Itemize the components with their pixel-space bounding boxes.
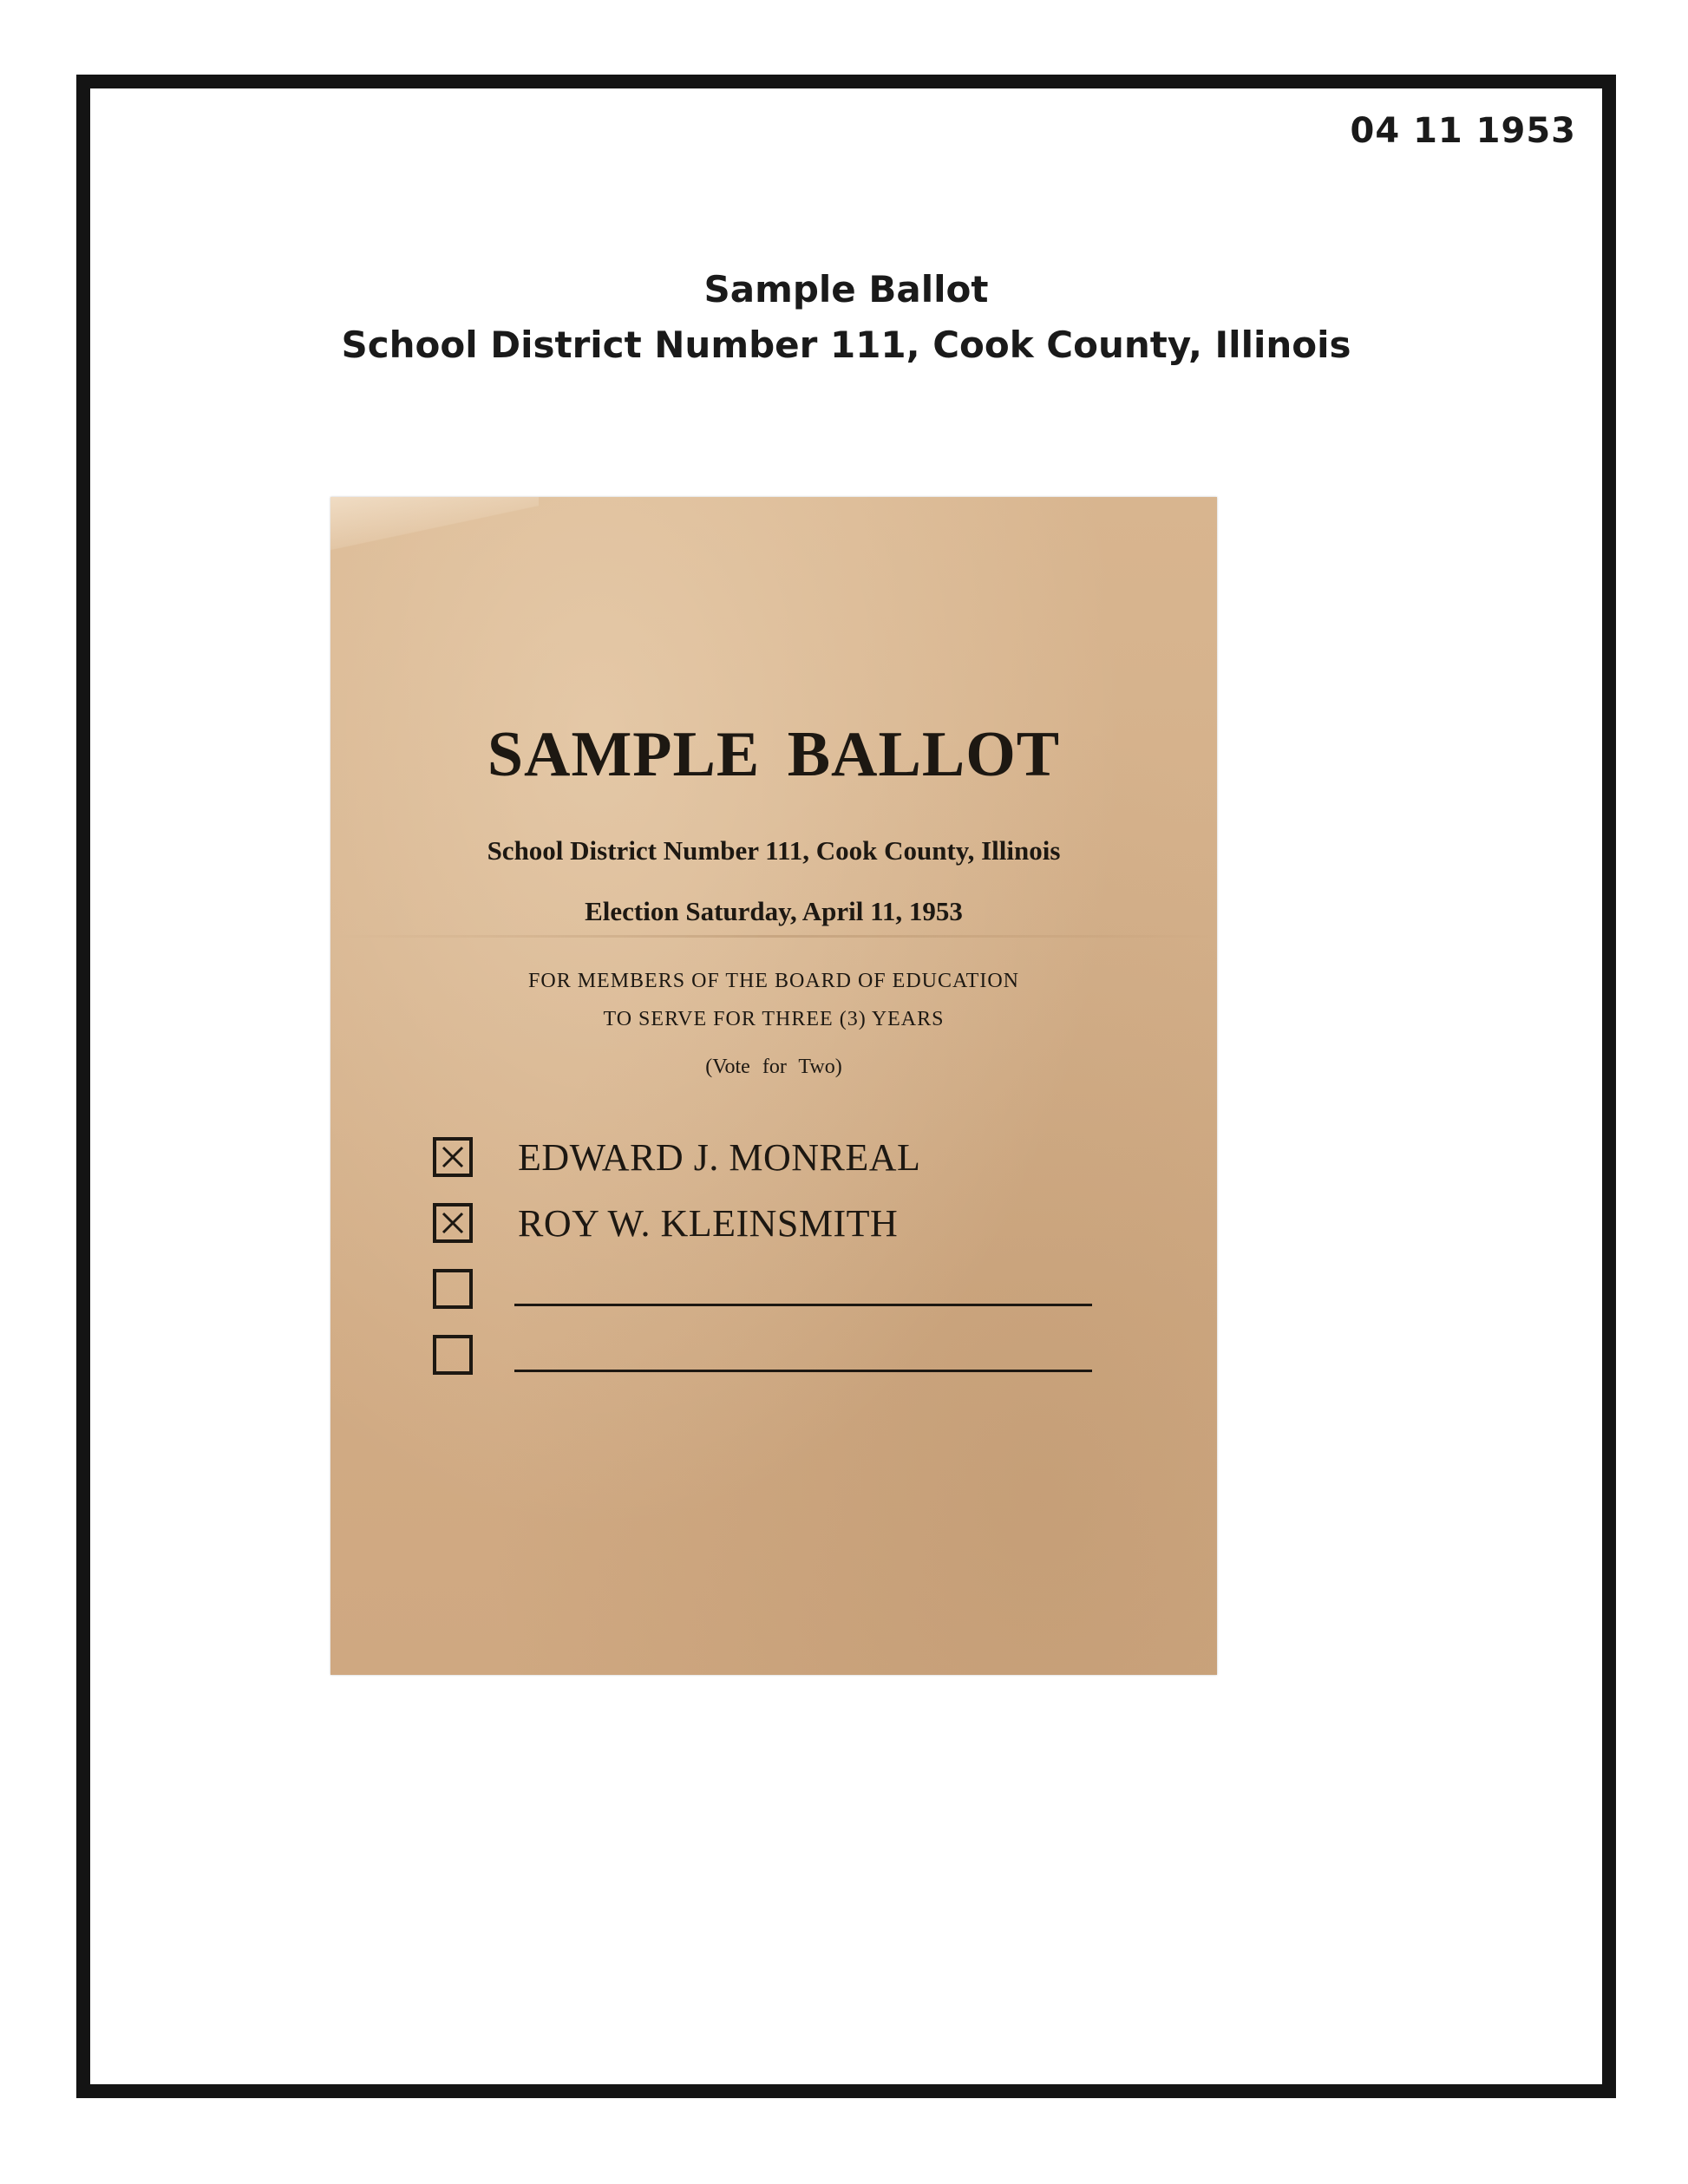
ballot-photo bbox=[330, 497, 1217, 1675]
candidate-checkbox-checked bbox=[433, 1137, 473, 1177]
vote-instruction: (Vote for Two) bbox=[705, 1056, 842, 1078]
candidate-name: ROY W. KLEINSMITH bbox=[518, 1202, 899, 1245]
candidate-checkbox-checked bbox=[433, 1203, 473, 1243]
ballot-office-line1: FOR MEMBERS OF THE BOARD OF EDUCATION bbox=[528, 970, 1019, 992]
date-stamp: 04 11 1953 bbox=[1350, 111, 1576, 151]
write-in-line bbox=[514, 1304, 1092, 1306]
write-in-checkbox bbox=[433, 1335, 473, 1375]
x-mark-icon bbox=[442, 1212, 464, 1234]
candidate-name: EDWARD J. MONREAL bbox=[518, 1136, 921, 1179]
write-in-row bbox=[433, 1269, 1109, 1335]
candidate-row bbox=[433, 1137, 1109, 1203]
ballot-office-line2: TO SERVE FOR THREE (3) YEARS bbox=[603, 1008, 945, 1030]
write-in-row bbox=[433, 1335, 1109, 1401]
document-title bbox=[90, 262, 1602, 373]
document-title-line2: School District Number 111, Cook County, Illinois bbox=[341, 324, 1351, 366]
candidate-row bbox=[433, 1203, 1109, 1269]
ballot-election-date: Election Saturday, April 11, 1953 bbox=[585, 896, 963, 926]
write-in-line bbox=[514, 1370, 1092, 1372]
ballot-office-description bbox=[330, 962, 1217, 1038]
x-mark-icon bbox=[442, 1146, 464, 1168]
candidate-list bbox=[433, 1137, 1109, 1401]
ballot-heading: SAMPLE BALLOT bbox=[487, 719, 1061, 790]
ballot-district: School District Number 111, Cook County, Illinois bbox=[487, 835, 1061, 866]
document-title-line1: Sample Ballot bbox=[703, 268, 989, 311]
write-in-checkbox bbox=[433, 1269, 473, 1309]
